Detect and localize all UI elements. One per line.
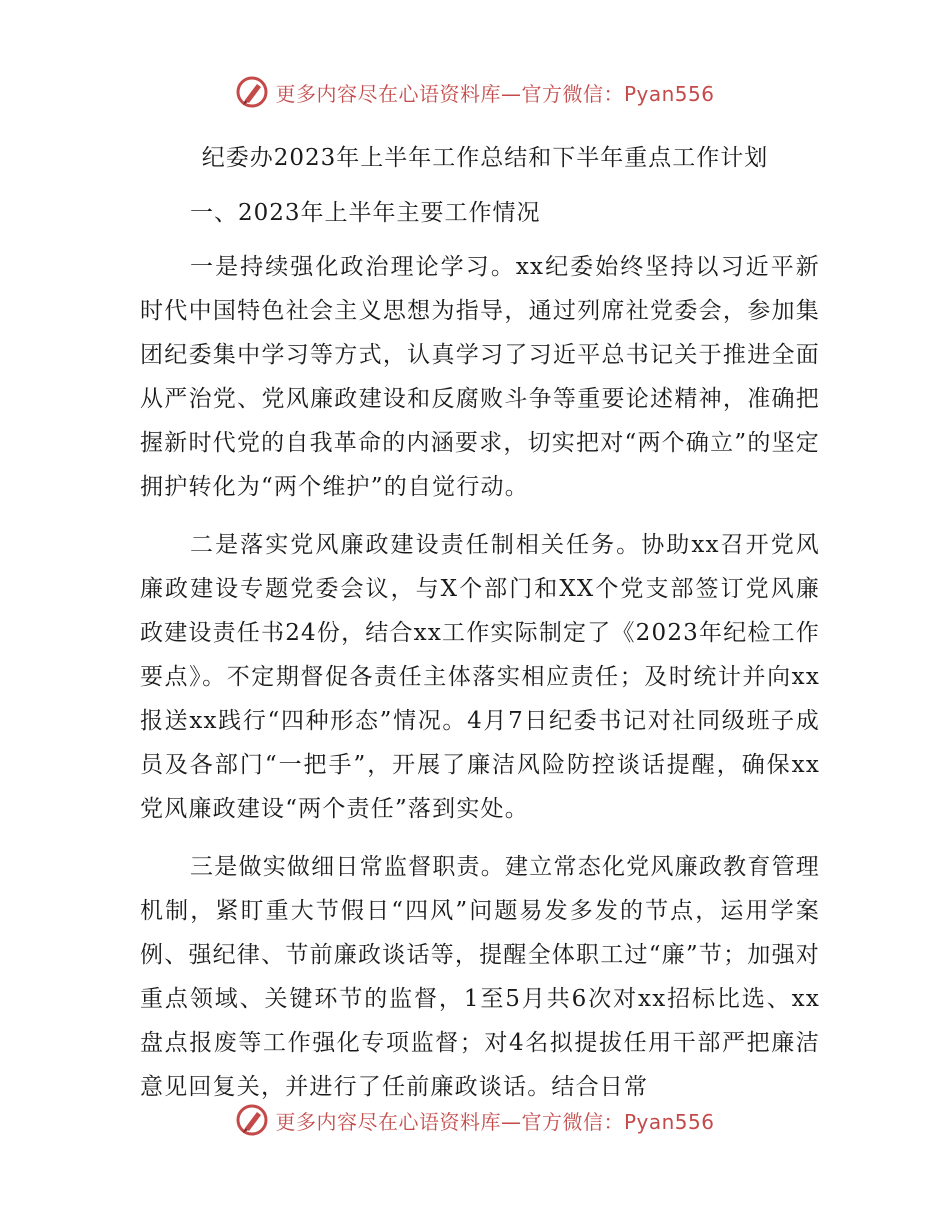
document-title: 纪委办2023年上半年工作总结和下半年重点工作计划 bbox=[201, 145, 769, 171]
pen-circle-logo-icon bbox=[235, 75, 269, 109]
paragraph: 三是做实做细日常监督职责。建立常态化党风廉政教育管理机制，紧盯重大节假日“四风”问题易发多发的节点，运用学案例、强纪律、节前廉政谈话等，提醒全体职工过“廉”节；加强对重点领域、关键环节的监督，1至5月共6次对xx招标比选、xx盘点报废等工作强化专项监督；对4名拟提拔任用干部严把廉洁意见回复关，并进行了任前廉政谈话。结合日常 bbox=[140, 854, 820, 1100]
header-banner-text: 更多内容尽在心语资料库—官方微信：Pyan556 bbox=[275, 81, 715, 106]
paragraph: 一是持续强化政治理论学习。xx纪委始终坚持以习近平新时代中国特色社会主义思想为指导，通过列席社党委会，参加集团纪委集中学习等方式，认真学习了习近平总书记关于推进全面从严治党、党风廉政建设和反腐败斗争等重要论述精神，准确把握新时代党的自我革命的内涵要求，切实把对“两个确立”的坚定拥护转化为“两个维护”的自觉行动。 bbox=[140, 254, 820, 500]
section-heading: 一、2023年上半年主要工作情况 bbox=[190, 200, 541, 226]
paragraph: 二是落实党风廉政建设责任制相关任务。协助xx召开党风廉政建设专题党委会议，与X个部门和XX个党支部签订党风廉政建设责任书24份，结合xx工作实际制定了《2023年纪检工作要点》。不定期督促各责任主体落实相应责任；及时统计并向xx报送xx践行“四种形态”情况。4月7日纪委书记对社同级班子成员及各部门“一把手”，开展了廉洁风险防控谈话提醒，确保xx党风廉政建设“两个责任”落到实处。 bbox=[140, 532, 820, 822]
pen-circle-logo-icon bbox=[235, 1103, 269, 1137]
header-banner bbox=[0, 72, 950, 112]
document-body bbox=[140, 138, 820, 1123]
footer-banner-text: 更多内容尽在心语资料库—官方微信：Pyan556 bbox=[275, 1109, 715, 1134]
footer-banner bbox=[0, 1100, 950, 1140]
